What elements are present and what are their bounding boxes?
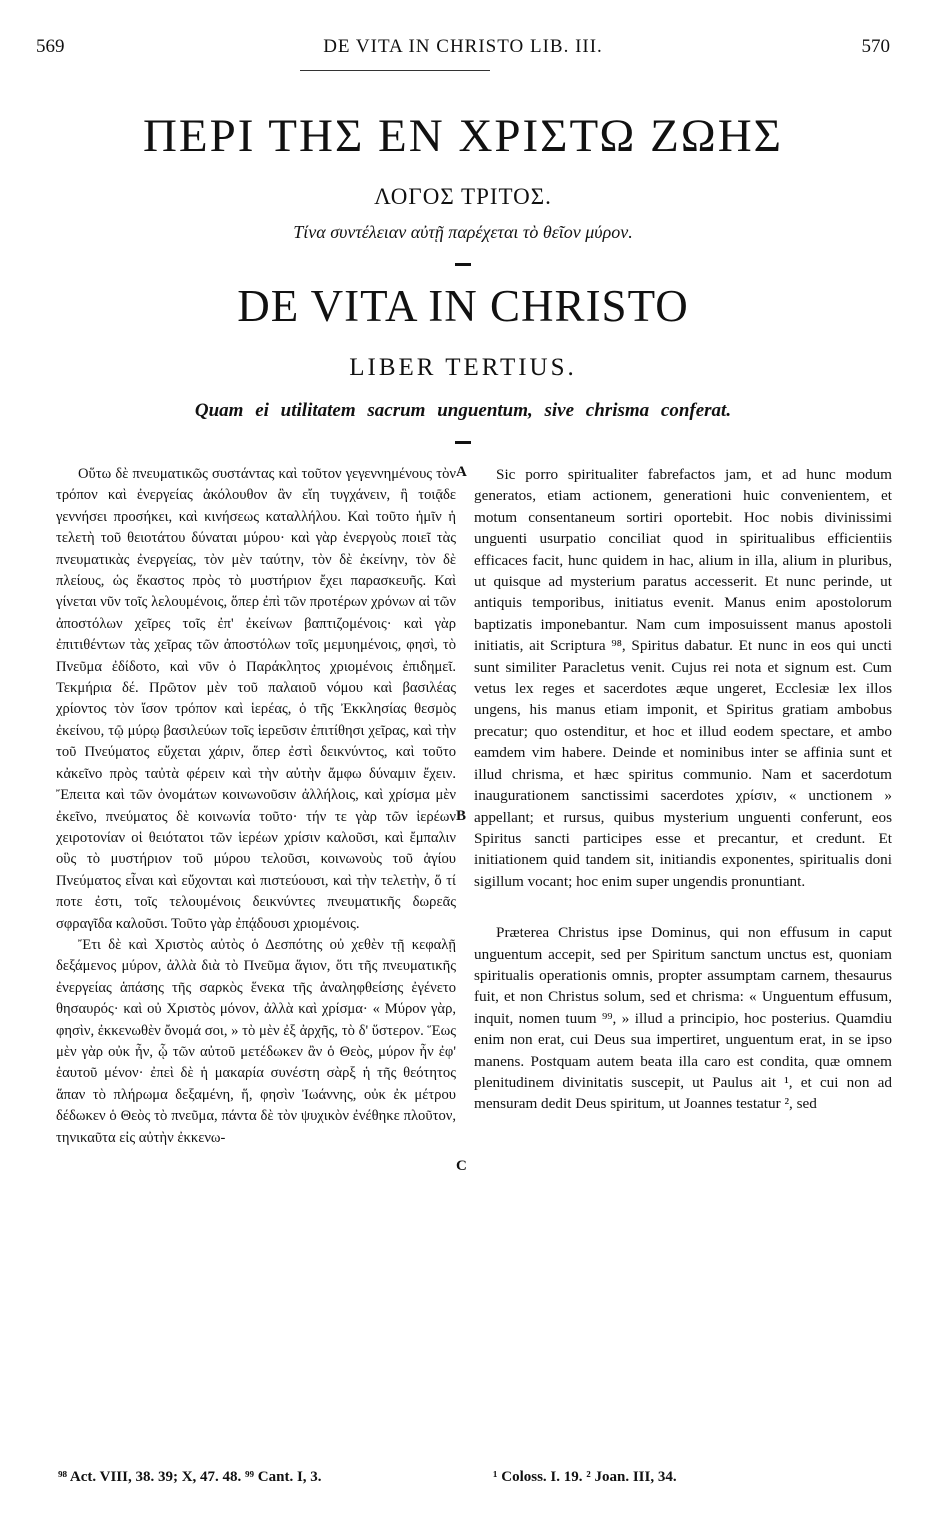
section-marker-b: B <box>456 808 467 824</box>
page-number-left: 569 <box>36 36 65 57</box>
greek-title: ΠΕΡΙ ΤΗΣ ΕΝ ΧΡΙΣΤΩ ΖΩΗΣ <box>142 110 784 162</box>
latin-column <box>474 464 892 1115</box>
greek-column <box>56 464 456 1149</box>
section-marker-a: A <box>456 464 467 480</box>
latin-paragraph: Præterea Christus ipse Dominus, qui non effusum in caput unguentum accepit, sed per Spiritum sanctum unctus est, quoniam spiritualis operationis omnis, propter assumptam carnem, thesaurus fuit, et non Christus solum, sed et chrisma: « Unguentum effusum, inquit, nomen tuum ⁹⁹, » illud a principio, hoc posterius. Quamdiu enim non erat, cui Deus sua impertiret, unguentum erat, in se ipso manens. Postquam autem beata illa caro est condita, quæ omnem plenitudinem divinitatis suscepit, ut Paulus ait ¹, et cui non ad mensuram dedit Deus spiritum, ut Joannes testatur ², sed <box>474 924 892 1113</box>
header-rule <box>300 70 490 71</box>
latin-subtitle: LIBER TERTIUS. <box>349 354 577 381</box>
greek-subtitle: ΛΟΓΟΣ ΤΡΙΤΟΣ. <box>374 184 552 209</box>
footnotes-left: ⁹⁸ Act. VIII, 38. 39; X, 47. 48. ⁹⁹ Cant. I, 3. <box>58 1469 322 1485</box>
running-head <box>36 36 890 60</box>
section-dash <box>455 441 471 444</box>
greek-paragraph: Ἔτι δὲ καὶ Χριστὸς αὐτὸς ὁ Δεσπότης οὐ χεθὲν τῇ κεφαλῇ δεξάμενος μύρον, ἀλλὰ διὰ τὸ Πνεῦμα ἅγιον, ὅτι τῆς πνευματικῆς ἐνεργείας ἁπάσης τῆς σαρκὸς ἕνεκα τῆς ἀναληφθείσης ἐγένετο θησαυρός· καὶ οὐ Χριστὸς μόνον, ἀλλὰ καὶ χρίσμα· « Μύρον γὰρ, φησὶν, ἐκκενωθὲν ὄνομά σοι, » τὸ μὲν ἐξ ἀρχῆς, τὸ δ' ὕστερον. Ἕως μὲν γὰρ οὐκ ἦν, ᾧ τῶν αὐτοῦ μετέδωκεν ἂν ὁ Θεὸς, μύρον ἦν ἐφ' ἑαυτοῦ μένον· ἐπεὶ δὲ ἡ μακαρία συνέστη σὰρξ ἡ τῆς θεότητος ἅπαν τὸ πλήρωμα δεξαμένη, ἥ, φησὶν Ἰωάννης, οὐκ ἐκ μέτρου δέδωκεν ὁ Θεὸς τὸ πνεῦμα, πάντα δὲ τὸν ψυχικὸν ἐνέθηκε πλοῦτον, τηνικαῦτα εἰς αὐτὴν ἐκκενω- <box>56 936 456 1146</box>
greek-caption: Τίνα συντέλειαν αὐτῇ παρέχεται τὸ θεῖον μύρον. <box>293 222 633 242</box>
footnotes-right: ¹ Coloss. I. 19. ² Joan. III, 34. <box>493 1469 677 1485</box>
page-number-right: 570 <box>861 36 890 57</box>
latin-paragraph: Sic porro spiritualiter fabrefactos jam, et ad hunc modum generatos, etiam actionem, generationi huic convenientem, et motum consentaneum sortiri oportebit. Hoc nobis divinissimi unguenti usurpatio conciliat quod in spiritualibus efficientiis efficaces facit, hunc quidem in hac, alium in illa, alium in pluribus, ut quisque ad mysterium paratus accesserit. Et nunc perinde, ut antiquis temporibus, initiatus evenit. Manus enim apostolorum baptizatis imponebantur. Nam cum imposuissent manus apostoli initiatis, ait Scriptura ⁹⁸, Spiritus dabatur. Et nunc in eos qui uncti sunt similiter Paracletus venit. Cujus rei nota et signum est. Cum vetus lex reges et sacerdotes æque ungeret, Ecclesiæ lex illos ungens, his manus etiam imponit, et Spiritus gratiam ambobus precatur; quo ostenditur, et hoc et illud eodem spectare, et ambo eamdem vim habere. Deinde et nominibus inter se affinia sunt et illud chrisma, et hæc spiritus communio. Nam et sacerdotum inaugurationem sanctissimi sacerdotes χρίσιν, « unctionem » appellant; et rursus, quibus mysterium unguenti conferunt, eos Spiritus sancti participes esse et precantur, et credunt. Et initiationem quid tandem sit, initiandis exponentes, spiritualis doni sigillum vocant; hoc enim super ungendis pronuntiant. <box>474 466 892 890</box>
greek-paragraph: Οὕτω δὲ πνευματικῶς συστάντας καὶ τοῦτον γεγεννημένους τὸν τρόπον καὶ ἐνεργείας ἀκόλουθον ἂν εἴη τυγχάνειν, ἣ τοιᾷδε γεννήσει προσήκει, καὶ κινήσεως καταλλήλου. Καὶ τοῦτο ἡμῖν ἡ τελετὴ τοῦ θειοτάτου δύναται μύρου· καὶ γὰρ ἐνεργοὺς ποιεῖ τὰς πνευματικὰς ἐνεργείας, τὸν μὲν ταύτην, τὸν δὲ ἐκείνην, τὸν δὲ πλείους, ὡς ἕκαστος πρὸς τὸ μυστήριον ἔχει παρασκευῆς. Καὶ γίνεται νῦν τοῖς λελουμένοις, ὅπερ ἐπὶ τῶν προτέρων χρόνων αἱ τῶν ἀποστόλων χεῖρες τοῖς ἐπ' ἐκείνων βαπτιζομένοις· καὶ γὰρ ἐπιτιθέντων τὰς χεῖρας τῶν ἀποστόλων τοῖς μεμυημένοις, φησὶ, τὸ Πνεῦμα ἐδίδοτο, καὶ νῦν ὁ Παράκλητος χριομένοις ἐπιδημεῖ. Τεκμήρια δέ. Πρῶτον μὲν τοῦ παλαιοῦ νόμου καὶ βασιλέας χρίοντος τὸν ἴσον τρόπον καὶ ἱερέας, ὁ τῆς Ἐκκλησίας θεσμὸς ἐκείνου, τῷ μύρῳ βασιλεύων τοῖς ἱερεῦσιν ἐπιτίθησι χεῖρας, καὶ τὴν τοῦ Πνεύματος εὔχεται χάριν, ὅπερ ἐστὶ δεικνύντος, καὶ τοῦτο κἀκεῖνο πρὸς ταὐτὰ φέρειν καὶ τὴν αὐτὴν ἄμφω δύναμιν ἔχειν. Ἔπειτα καὶ τῶν ὀνομάτων κοινωνοῦσιν ἀλλήλοις, καὶ χρίσμα μὲν ἐκεῖνο, πνεύματος δὲ κοινωνία τοῦτο· τήν τε γὰρ τῶν ἱερέων χειροτονίαν οἱ θειότατοι τῶν ἱερέων χρίσιν καλοῦσι, καὶ ἔμπαλιν οὓς τὸ μυστήριον τοῦ μύρου τελοῦσι, κοινωνοὺς τοῦ ἁγίου Πνεύματος εἶναι καὶ εὔχονται καὶ πιστεύουσι, καὶ τὴν τελετὴν, ὅ τί ποτε ἐστι, τοῖς τελουμένοις δεικνύντες πνευματικῆς δωρεᾶς σφραγῖδα καλοῦσι. Τοῦτο γὰρ ἐπᾴδουσι χριομένοις. <box>56 466 456 932</box>
section-dash <box>455 263 471 266</box>
section-marker-c: C <box>456 1158 467 1174</box>
latin-title: DE VITA IN CHRISTO <box>237 281 689 331</box>
latin-caption: Quam ei utilitatem sacrum unguentum, sive chrisma conferat. <box>194 400 732 421</box>
running-title: DE VITA IN CHRISTO LIB. III. <box>323 36 603 57</box>
